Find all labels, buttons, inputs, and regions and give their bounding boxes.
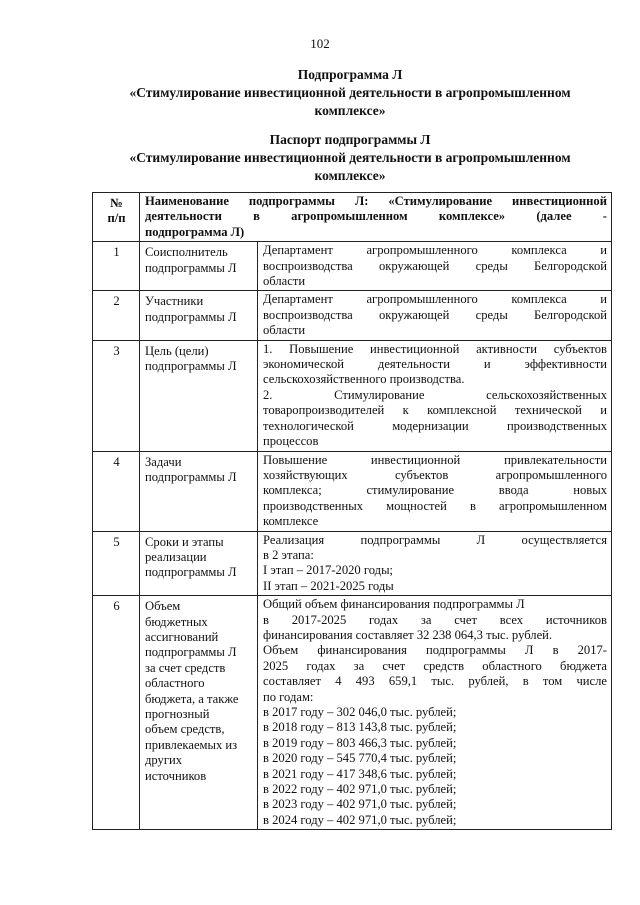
header-number-sign: №	[110, 196, 123, 210]
row-content	[258, 242, 612, 291]
table-header-row	[93, 193, 612, 242]
table-row	[93, 531, 612, 596]
row-label-line: областного	[145, 676, 205, 691]
subprogram-title-line-1: Подпрограмма Л	[297, 67, 403, 82]
row-content-line: воспроизводства окружающей среды Белгородской	[263, 258, 607, 273]
row-content-line: процессов	[263, 434, 319, 449]
row-number: 2	[93, 291, 140, 340]
row-content-line: в 2021 году – 417 348,6 тыс. рублей;	[263, 766, 457, 781]
table-row	[93, 596, 612, 830]
row-label	[140, 596, 258, 830]
table-row	[93, 242, 612, 291]
header-title-cell	[140, 193, 612, 242]
row-label-line: ассигнований	[145, 629, 219, 644]
row-content-line: Повышение инвестиционной привлекательности	[263, 452, 607, 467]
passport-title-line-2: «Стимулирование инвестиционной деятельности в агропромышленном	[129, 150, 571, 165]
row-content-line: Объем финансирования подпрограммы Л в 2017-	[263, 643, 607, 658]
row-content-line: сельскохозяйственного производства.	[263, 372, 465, 387]
row-number: 5	[93, 531, 140, 596]
row-content-line: производственных мощностей в агропромышленном	[263, 498, 607, 513]
row-content-line: области	[263, 323, 306, 338]
row-label	[140, 531, 258, 596]
row-content-line: 2. Стимулирование сельскохозяйственных	[263, 387, 607, 402]
row-label-line: бюджета, а также	[145, 691, 239, 706]
row-label-line: Цель (цели)	[145, 343, 209, 358]
row-content-line: в 2020 году – 545 770,4 тыс. рублей;	[263, 751, 457, 766]
passport-title-line-3: комплексе»	[314, 168, 386, 183]
row-label-line: объем средств,	[145, 722, 225, 737]
row-label-line: реализации	[145, 549, 207, 564]
row-label-line: подпрограммы Л	[145, 565, 237, 580]
row-content-line: экономической деятельности и эффективности	[263, 357, 607, 372]
page-number: 102	[310, 36, 330, 51]
row-content-line: 2025 годах за счет средств областного бюджета	[263, 658, 607, 673]
row-content-line: по годам:	[263, 689, 314, 704]
row-label-line: Задачи	[145, 454, 182, 469]
row-label-line: Соисполнитель	[145, 245, 228, 260]
row-label-line: подпрограммы Л	[145, 645, 237, 660]
header-number-abbr: п/п	[107, 211, 126, 226]
row-content-line: Реализация подпрограммы Л осуществляется	[263, 532, 607, 547]
row-label-line: подпрограммы Л	[145, 309, 237, 324]
row-content	[258, 291, 612, 340]
row-content-line: в 2 этапа:	[263, 547, 314, 562]
row-label-line: подпрограммы Л	[145, 359, 237, 374]
row-number: 4	[93, 451, 140, 531]
row-content	[258, 596, 612, 830]
row-content-line: хозяйствующих субъектов агропромышленного	[263, 467, 607, 482]
row-content-line: комплексе	[263, 514, 319, 529]
header-title-line: Наименование подпрограммы Л: «Стимулирование инвестиционной	[145, 194, 607, 208]
row-content-line: II этап – 2021-2025 годы	[263, 578, 394, 593]
row-content-line: финансирования составляет 32 238 064,3 тыс. рублей.	[263, 627, 553, 642]
row-content-line: комплекса; стимулирование ввода новых	[263, 483, 607, 498]
row-content-line: в 2023 году – 402 971,0 тыс. рублей;	[263, 797, 457, 812]
row-label-line: Участники	[145, 294, 204, 309]
row-content-line: воспроизводства окружающей среды Белгородской	[263, 307, 607, 322]
row-label-line: источников	[145, 768, 207, 783]
header-title-line: подпрограмма Л)	[145, 224, 245, 239]
row-content-line: Департамент агропромышленного комплекса и	[263, 292, 607, 307]
row-label-line: за счет средств	[145, 660, 226, 675]
row-content-line: в 2022 году – 402 971,0 тыс. рублей;	[263, 782, 457, 797]
row-label	[140, 242, 258, 291]
header-number-cell	[93, 193, 140, 242]
row-label-line: подпрограммы Л	[145, 469, 237, 484]
row-label-line: бюджетных	[145, 614, 208, 629]
row-content-line: в 2018 году – 813 143,8 тыс. рублей;	[263, 720, 457, 735]
row-content-line: в 2019 году – 803 466,3 тыс. рублей;	[263, 735, 457, 750]
passport-title-line-1: Паспорт подпрограммы Л	[269, 132, 431, 147]
row-content-line: в 2024 году – 402 971,0 тыс. рублей;	[263, 812, 457, 827]
row-number: 6	[93, 596, 140, 830]
row-label-line: Объем	[145, 599, 181, 614]
subprogram-title	[90, 66, 610, 120]
row-label-line: Сроки и этапы	[145, 534, 224, 549]
row-number: 1	[93, 242, 140, 291]
row-content	[258, 531, 612, 596]
subprogram-title-line-3: комплексе»	[314, 103, 386, 118]
row-content-line: Департамент агропромышленного комплекса и	[263, 243, 607, 258]
row-label-line: подпрограммы Л	[145, 260, 237, 275]
row-label-line: привлекаемых из	[145, 737, 238, 752]
row-label	[140, 340, 258, 451]
row-content-line: 1. Повышение инвестиционной активности субъектов	[263, 341, 607, 356]
row-label-line: других	[145, 753, 183, 768]
row-content-line: в 2017-2025 годах за счет всех источников	[263, 612, 607, 627]
subprogram-title-line-2: «Стимулирование инвестиционной деятельности в агропромышленном	[129, 85, 571, 100]
row-content-line: Общий объем финансирования подпрограммы Л	[263, 597, 525, 612]
table-row	[93, 340, 612, 451]
passport-title	[90, 131, 610, 185]
row-content-line: области	[263, 274, 306, 289]
table-row	[93, 451, 612, 531]
row-content-line: составляет 4 493 659,1 тыс. рублей, в том числе	[263, 674, 607, 689]
row-content-line: технологической модернизации производственных	[263, 418, 607, 433]
passport-table	[92, 192, 612, 830]
row-content	[258, 340, 612, 451]
row-content-line: товаропроизводителей к комплексной технической и	[263, 403, 607, 418]
table-row	[93, 291, 612, 340]
row-content	[258, 451, 612, 531]
header-title-line: деятельности в агропромышленном комплексе» (далее -	[145, 209, 607, 224]
row-label	[140, 451, 258, 531]
row-label-line: прогнозный	[145, 707, 210, 721]
row-label	[140, 291, 258, 340]
row-content-line: I этап – 2017-2020 годы;	[263, 563, 394, 578]
row-content-line: в 2017 году – 302 046,0 тыс. рублей;	[263, 705, 457, 719]
row-number: 3	[93, 340, 140, 451]
